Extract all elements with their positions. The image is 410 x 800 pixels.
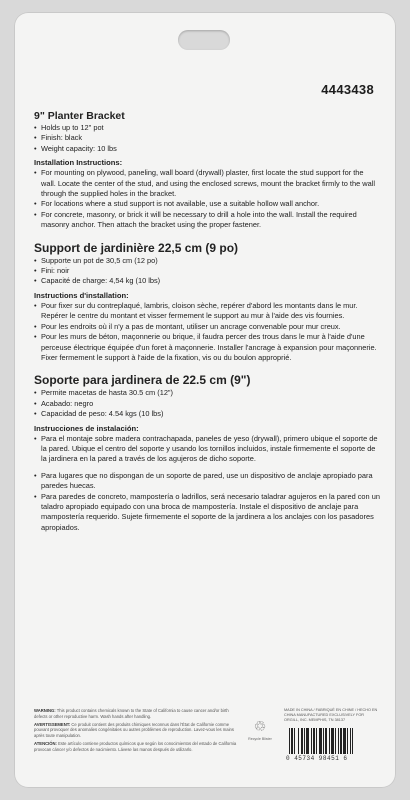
warning-label: WARNING: (34, 708, 56, 713)
fr-instructions-heading: Instructions d'installation: (34, 290, 129, 300)
instructions-content (34, 110, 380, 533)
spec-item: • Permite macetas de hasta 30.5 cm (12") (34, 388, 380, 398)
warning-text: Ce produit contient des produits chimiques reconnus dans l'État de Californie comme pouvant provoquer des anomalies congénitales ou autres problèmes de reproduction. Lavez-vous les mains après toute manipulation. (34, 721, 234, 738)
en-title: 9" Planter Bracket (34, 110, 125, 122)
spec-item: • Capacidad de peso: 4.54 kgs (10 lbs) (34, 409, 380, 419)
es-specs (34, 388, 380, 419)
instruction-item: • Para el montaje sobre madera contrachapada, paneles de yeso (drywall), primero ubique el soporte de la pared. Ubique el centro del soporte y usando los tornillos incluidos, instale firmemente el soporte de la jardinera en la pared a través de los agujeros de dicho soporte. (34, 434, 380, 465)
es-instructions-continued (34, 471, 380, 533)
instruction-item: • Para lugares que no dispongan de un soporte de pared, use un dispositivo de anclaje apropiado para paredes huecas. (34, 471, 380, 492)
barcode (288, 728, 380, 754)
es-instructions (34, 434, 380, 465)
instruction-item: • Pour les murs de béton, maçonnerie ou brique, il faudra percer des trous dans le mur à l'aide d'une perceuse électrique équipée d'un foret à maçonnerie. Installer l'ancrage à expansion pour maçonnerie. Fixer fermement le support à l'aide de la fixation, vis ou du boulon approprié. (34, 332, 380, 363)
spec-item: • Finish: black (34, 133, 380, 143)
upc-number: 0 45734 98451 6 (286, 755, 348, 762)
en-instructions-heading: Installation Instructions: (34, 158, 123, 168)
spec-item: • Capacité de charge: 4,54 kg (10 lbs) (34, 276, 380, 286)
instruction-item: • For mounting on plywood, paneling, wall board (drywall) plaster, first locate the stud support for the wall. Locate the center of the stud, and using the enclosed screws, mount the bracket firmly to the wall through the supplied holes in the bracket. (34, 168, 380, 199)
fr-specs (34, 256, 380, 287)
instruction-item: • Pour les endroits où il n'y a pas de montant, utiliser un ancrage convenable pour mur creux. (34, 322, 380, 332)
instruction-item: • For concrete, masonry, or brick it will be necessary to drill a hole into the wall. Install the required masonry anchor. Then attach the bracket using the proper fastener. (34, 210, 380, 231)
spec-item: • Weight capacity: 10 lbs (34, 144, 380, 154)
sku-number: 4443438 (321, 82, 374, 97)
instruction-item: • For locations where a stud support is not available, use a suitable hollow wall anchor. (34, 199, 380, 209)
made-in-text: MADE IN CHINA / FABRIQUÉ EN CHINE / HECHO EN CHINA MANUFACTURED EXCLUSIVELY FOR ORGILL, INC. MEMPHIS, TN 38137 (284, 708, 378, 722)
spec-item: • Supporte un pot de 30,5 cm (12 po) (34, 256, 380, 266)
warning-text: This product contains chemicals known to the State of California to cause cancer and/or birth defects or other reproductive harm. Wash hands after handling. (34, 708, 229, 719)
recycle-icon: ♲ (253, 718, 267, 734)
en-specs (34, 123, 380, 154)
es-title: Soporte para jardinera de 22.5 cm (9") (34, 373, 251, 388)
product-card (14, 12, 396, 788)
fr-title: Support de jardinière 22,5 cm (9 po) (34, 240, 239, 255)
warning-label: AVERTISSEMENT: (34, 721, 71, 727)
fr-instructions (34, 301, 380, 363)
hang-hole (178, 30, 230, 50)
instruction-item: • Pour fixer sur du contreplaqué, lambris, cloison sèche, repérer d'abord les montants dans le mur. Repérer le centre du montant et visser fermement le support au mur à l'aide des vis fournies. (34, 301, 380, 322)
warning-text: Este artículo contiene productos químicos que según los conocimientos del estado de California provocan cáncer y/o defectos de nacimiento. Lávese las manos después de utilizarlo. (34, 740, 237, 752)
recycle-label: Recycle Blister (248, 737, 272, 741)
instruction-item: • Para paredes de concreto, mampostería o ladrillos, será necesario taladrar agujeros en la pared con un taladro apropiado equipado con una broca de mampostería. Instale el dispositivo de anclaje para mampostería requerido. Sujete firmemente el soporte de la jardinera a los anclajes con los pasadores apropiados. (34, 492, 380, 534)
warning-label: ATENCIÓN: (34, 740, 57, 746)
es-instructions-heading: Instrucciones de instalación: (34, 423, 139, 433)
spec-item: • Fini: noir (34, 266, 380, 276)
prop65-warning (34, 708, 239, 755)
en-instructions (34, 168, 380, 230)
spec-item: • Holds up to 12" pot (34, 123, 380, 133)
spec-item: • Acabado: negro (34, 399, 380, 409)
